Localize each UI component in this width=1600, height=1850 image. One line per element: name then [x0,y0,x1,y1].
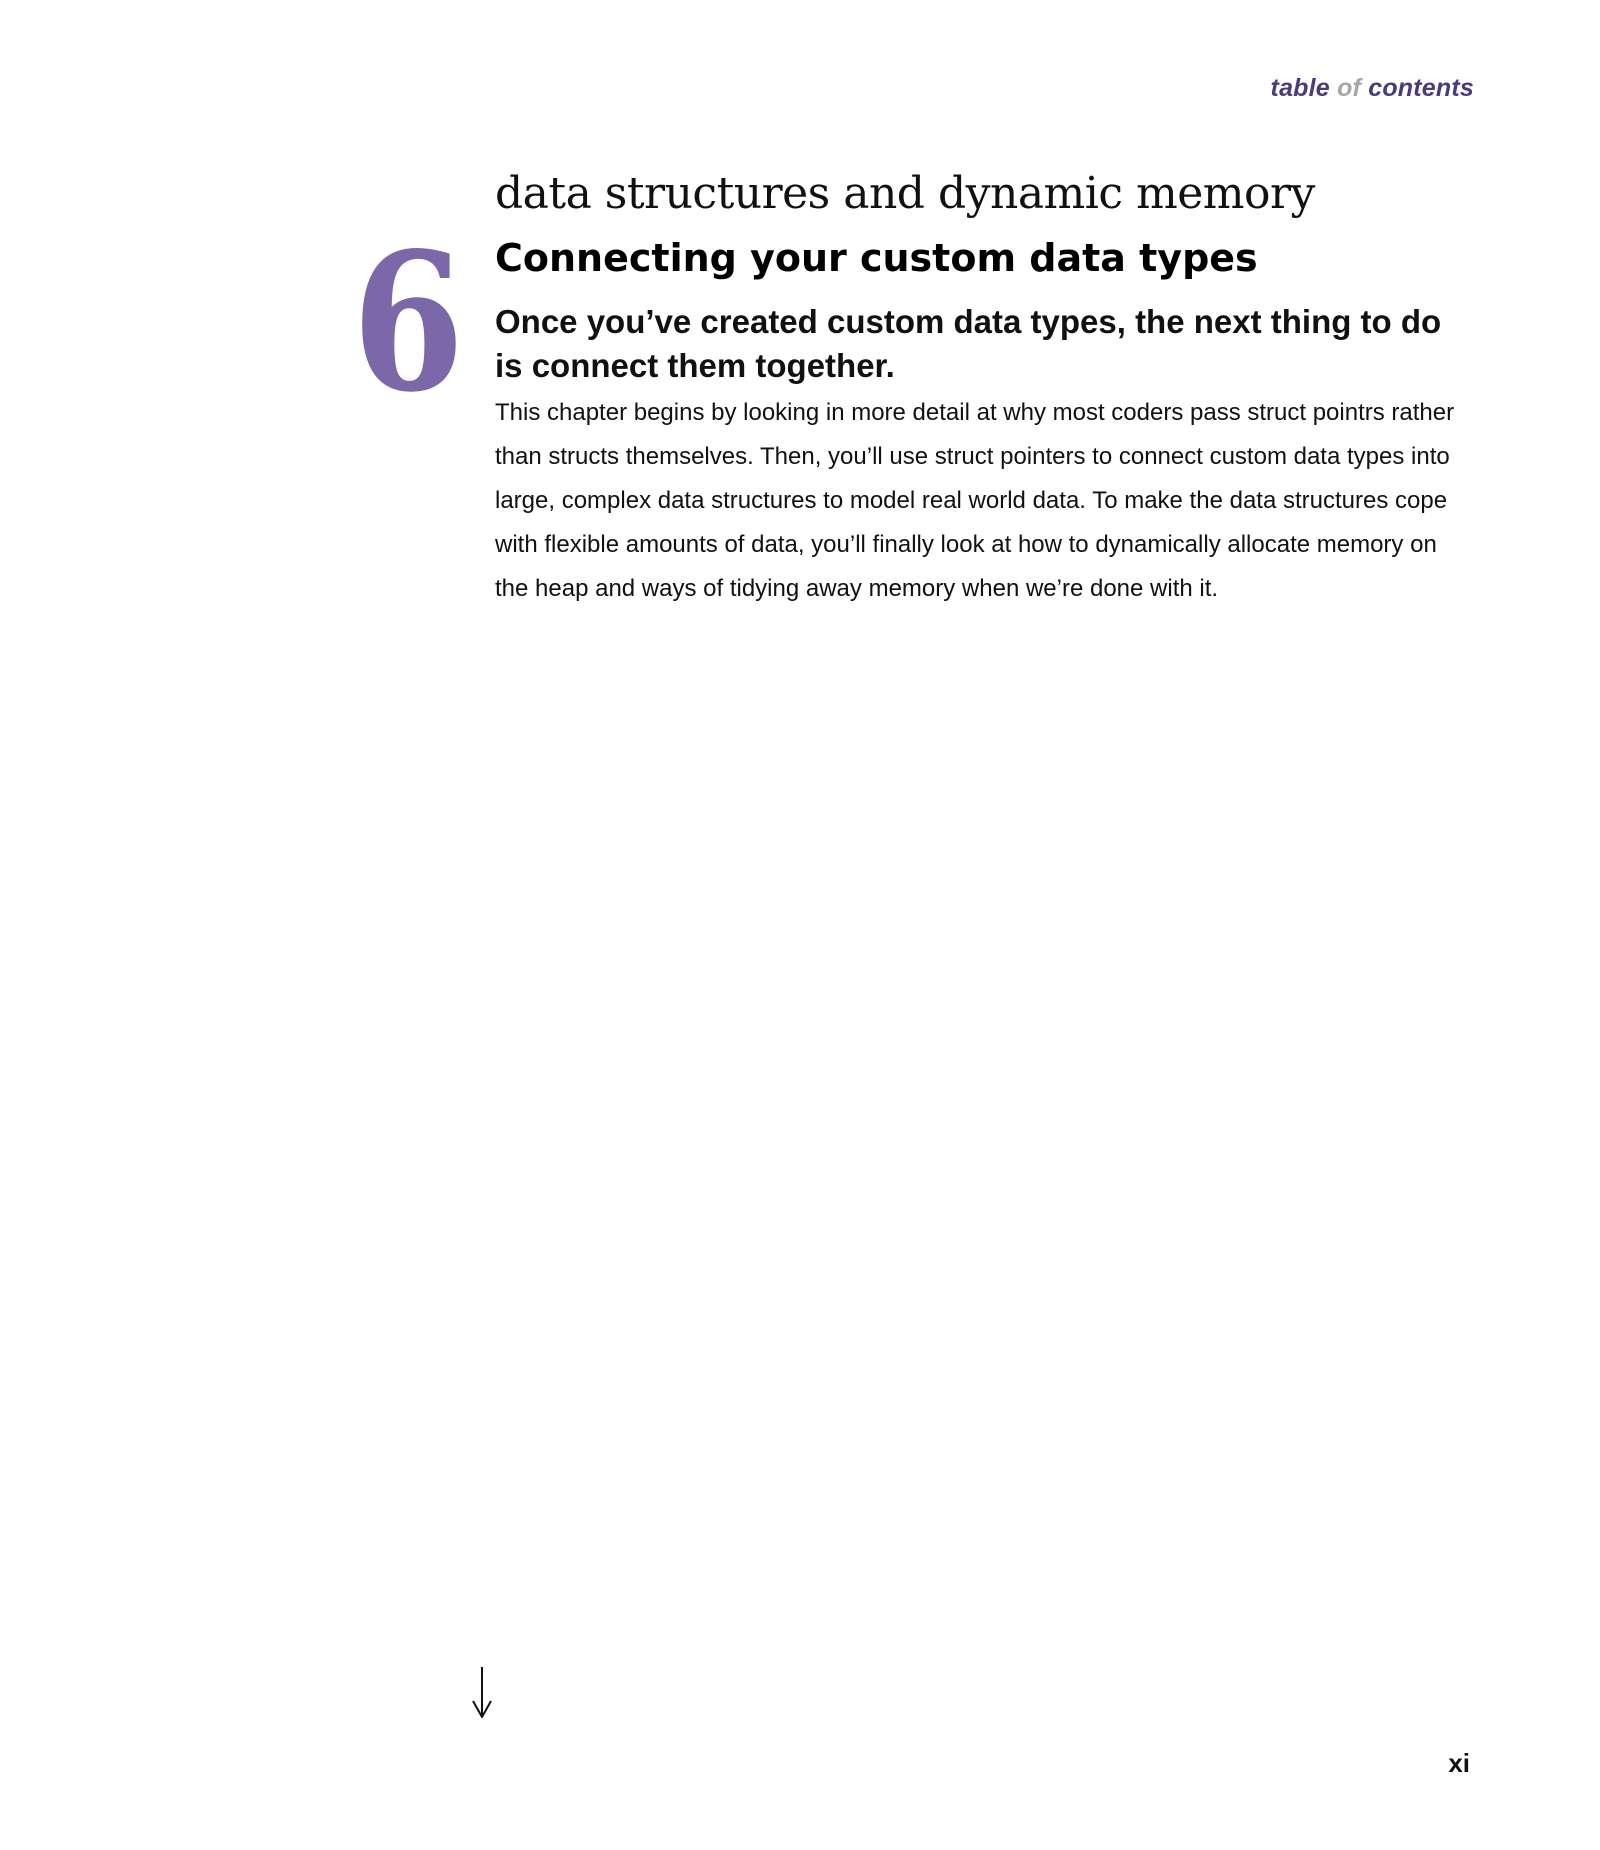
header-word-contents: contents [1368,74,1474,102]
chapter-kicker: data structures and dynamic memory [495,168,1315,219]
chapter-entry [495,170,1475,611]
down-arrow-icon [470,1665,494,1721]
chapter-number: 6 [352,211,465,434]
running-header [1271,74,1474,103]
header-word-of: of [1337,74,1362,102]
chapter-body: This chapter begins by looking in more detail at why most coders pass struct pointrs rather than structs themselves. Then, you’ll use struct pointers to connect custom data types into large, complex data structures to model real world data. To make the data structures cope with flexible amounts of data, you’ll finally look at how to dynamically allocate memory on the heap and ways of tidying away memory when we’re done with it. [495,399,1455,603]
header-word-table: table [1270,74,1330,102]
chapter-subhead: Once you’ve created custom data types, the next thing to do is connect them together. [495,302,1442,385]
chapter-title: Connecting your custom data types [495,236,1258,280]
page-number: xi [1448,1748,1470,1778]
